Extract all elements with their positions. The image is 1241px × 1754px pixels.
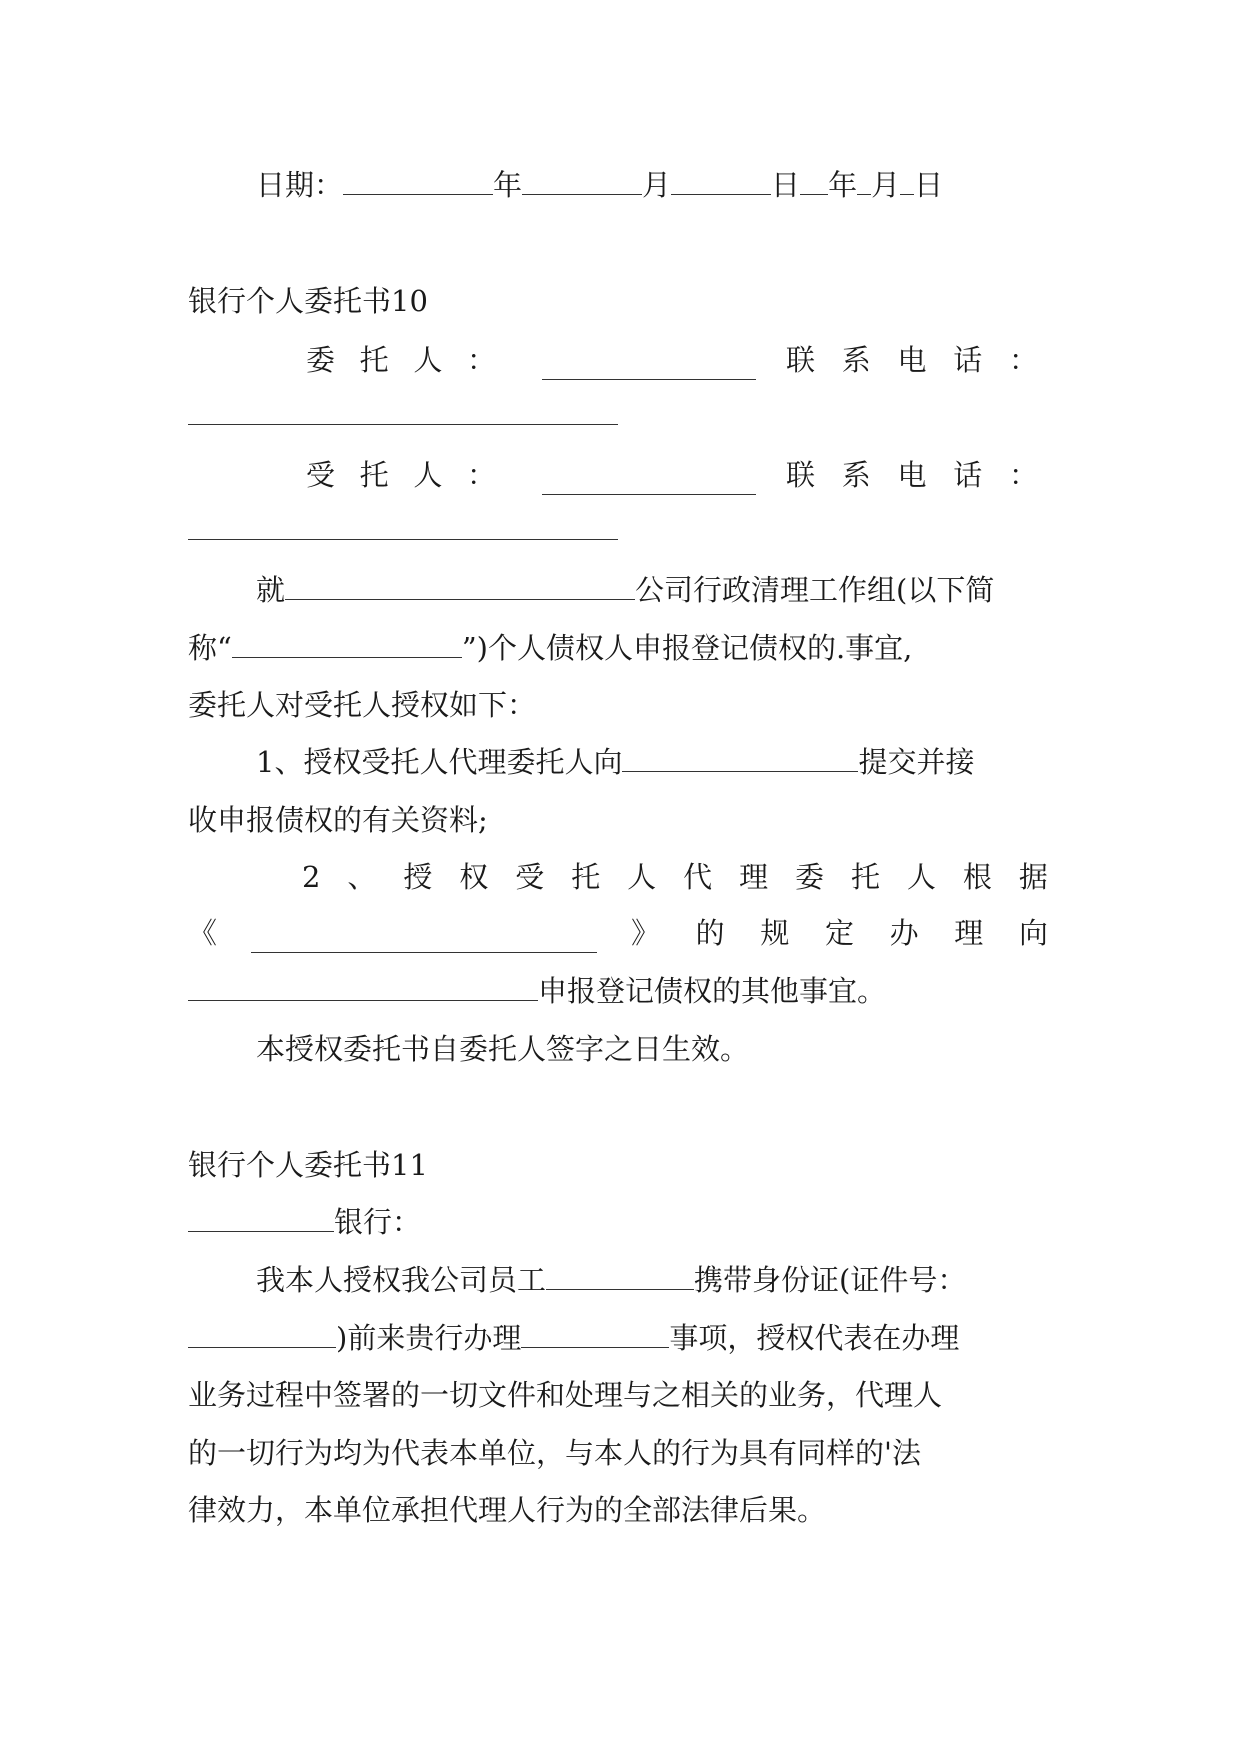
- p5-line: 律效力，本单位承担代理人行为的全部法律后果。: [188, 1493, 827, 1527]
- date-line: [256, 165, 1116, 205]
- date-tail-month: 月: [871, 168, 901, 202]
- p2-line: )前来贵行办理 事项，授权代表在办理: [188, 1318, 1048, 1358]
- para1-line1: 就 公司行政清理工作组(以下简: [256, 573, 995, 607]
- blank-tail-day: [900, 168, 914, 195]
- principal-phone-blank: [188, 398, 618, 425]
- date-year: 年: [493, 168, 523, 202]
- date-tail-year: 年: [828, 168, 858, 202]
- date-label: 日期：: [256, 168, 344, 202]
- item1-line2: 收申报债权的有关资料;: [188, 803, 488, 837]
- para1-line3: 委托人对受托人授权如下：: [188, 688, 537, 722]
- p3-line: 业务过程中签署的一切文件和处理与之相关的业务，代理人: [188, 1378, 943, 1412]
- principal-line: 委 托 人 ： 联 系 电 话 ：: [306, 340, 1048, 380]
- item2-line3: 申报登记债权的其他事宜。: [188, 971, 1048, 1011]
- blank-tail-month: [857, 168, 871, 195]
- agent-blank: [542, 468, 756, 495]
- section10-heading: 银行个人委托书10: [188, 284, 428, 318]
- effective-line: 本授权委托书自委托人签字之日生效。: [256, 1032, 750, 1066]
- p4-line: 的一切行为均为代表本单位，与本人的行为具有同样的'法: [188, 1436, 921, 1470]
- date-tail-day: 日: [914, 168, 944, 202]
- item2-line1: 2 、 授 权 受 托 人 代 理 委 托 人 根 据: [302, 860, 1048, 894]
- section11-heading: 银行个人委托书11: [188, 1148, 428, 1182]
- item1-line1: 1、授权受托人代理委托人向 提交并接: [256, 745, 975, 779]
- para1-line2: 称“ ”)个人债权人申报登记债权的.事宜,: [188, 631, 913, 665]
- blank-tail-year: [800, 168, 828, 195]
- date-day: 日: [771, 168, 801, 202]
- item2-line2: 《 》 的 规 定 办 理 向: [188, 913, 1048, 953]
- date-month: 月: [642, 168, 672, 202]
- principal-blank: [542, 353, 756, 380]
- p1-line: 我本人授权我公司员工 携带身份证(证件号：: [256, 1263, 967, 1297]
- blank-month: [522, 168, 642, 195]
- bank-line: 银行：: [188, 1202, 1048, 1242]
- agent-phone-blank: [188, 513, 618, 540]
- blank-day: [671, 168, 771, 195]
- blank-year: [343, 168, 493, 195]
- agent-line: 受 托 人 ： 联 系 电 话 ：: [306, 455, 1048, 495]
